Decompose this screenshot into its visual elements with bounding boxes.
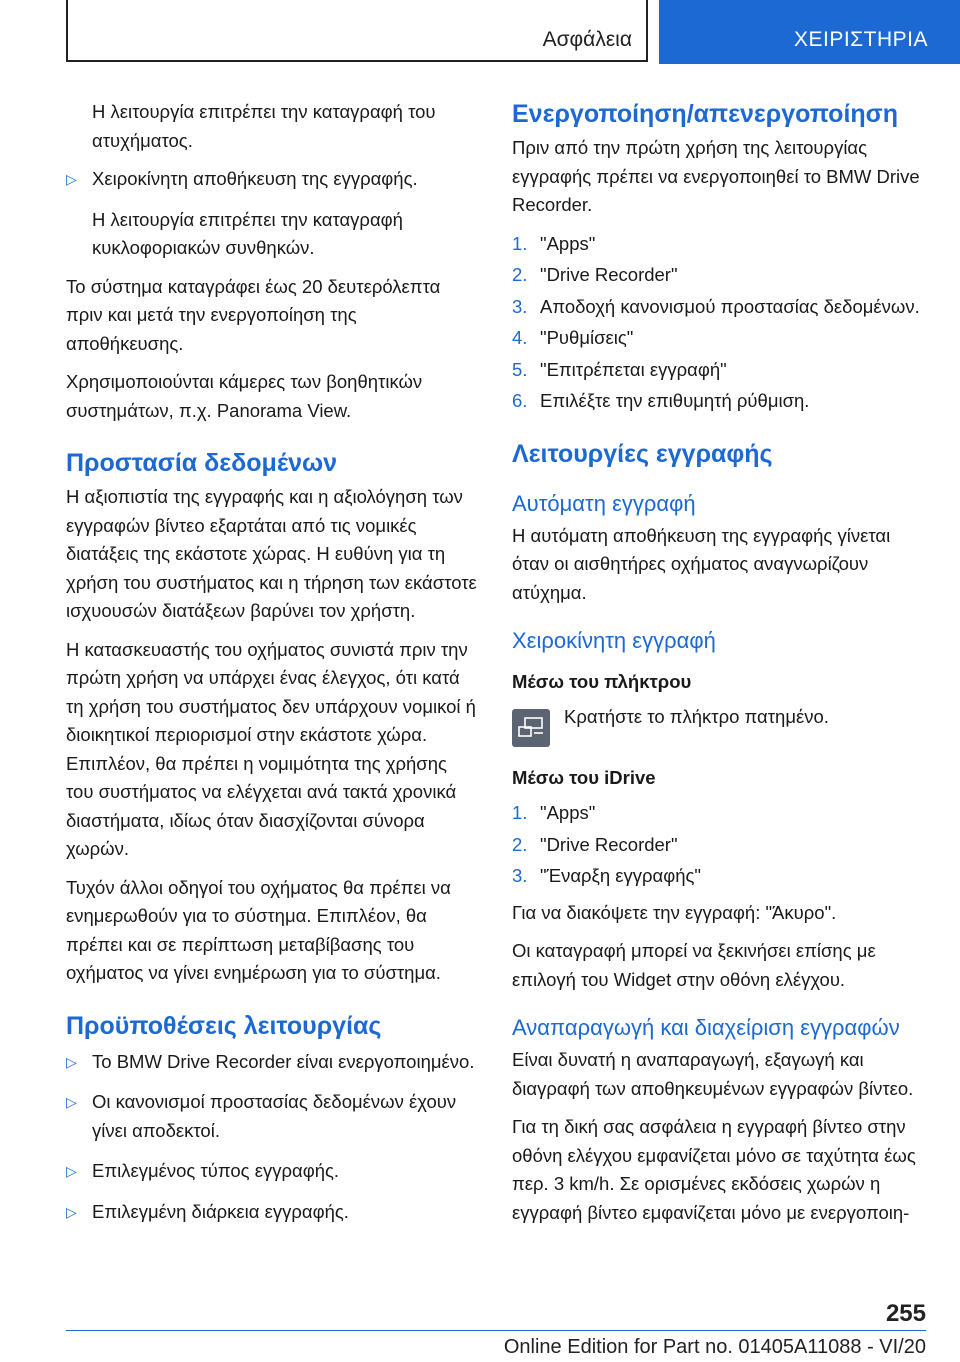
paragraph: Για τη δική σας ασφάλεια η εγγραφή βίντεο στην οθόνη ελέγχου εμφανίζεται μόνο σε ταχύτητα έως περ. 3 km/h. Σε ορισμένες εκδόσεις χωρών η εγγραφή βίντεο εμφανίζεται μόνο με ενεργοποιη- xyxy=(512,1116,916,1223)
paragraph: Η αξιοπιστία της εγγραφής και η αξιολόγηση των εγγραφών βίντεο εξαρτάται από τις νομικές διατάξεις της εκάστοτε χώρας. Η ευθύνη για τη χρήση του συστήματος και η τήρηση των εκάστοτε ισχυουσών διατάξεων βαρύνει τον χρήστη. xyxy=(66,486,477,621)
heading-automatic-recording: Αυτόματη εγγραφή xyxy=(512,490,696,516)
list-item: 4. "Ρυθμίσεις" xyxy=(512,327,634,348)
bullet-item: ▷ Επιλεγμένος τύπος εγγραφής. xyxy=(66,1157,478,1186)
list-item: 2. "Drive Recorder" xyxy=(512,833,678,855)
list-item: 5. "Επιτρέπεται εγγραφή" xyxy=(512,358,727,380)
paragraph: Η κατασκευαστής του οχήματος συνιστά πριν την πρώτη χρήση να υπάρχει ένας έλεγχος, ότι κατά τη χρήση του συστήματος δεν υπάρχουν νομικοί ή διοικητικοί περιορισμοί στην εκάστοτε χώρα. Επιπλέον, θα πρέπει η νομιμότητα της χρήσης του συστήματος να ελέγχεται ανά τακτά χρονικά διαστήματα, ιδίως όταν διασχίζονται σύνορα χωρών. xyxy=(66,638,476,859)
paragraph: Η αυτόματη αποθήκευση της εγγραφής γίνεται όταν οι αισθητήρες οχήματος αναγνωρίζουν ατύχημα. xyxy=(512,524,891,603)
heading-privacy: Προστασία δεδομένων xyxy=(66,449,338,477)
record-button-icon xyxy=(512,709,550,747)
paragraph: Πριν από την πρώτη χρήση της λειτουργίας εγγραφής πρέπει να ενεργοποιηθεί το BMW Drive Recorder. xyxy=(512,137,920,215)
bullet-item: ▷ Επιλεγμένη διάρκεια εγγραφής. xyxy=(66,1198,478,1227)
steps-list-activation xyxy=(512,230,928,416)
section-tab xyxy=(66,0,648,62)
section-title: Ασφάλεια xyxy=(542,28,632,51)
bullet-item: ▷ Οι κανονισμοί προστασίας δεδομένων έχουν γίνει αποδεκτοί. xyxy=(66,1088,478,1145)
chapter-tab xyxy=(659,0,960,64)
list-item: 1. "Apps" xyxy=(512,802,596,823)
bullet-item: ▷ Χειροκίνητη αποθήκευση της εγγραφής. xyxy=(66,165,478,194)
footer-edition: Online Edition for Part no. 01405A11088 - VI/20 xyxy=(503,1336,926,1358)
page-number: 255 xyxy=(885,1300,926,1327)
right-column xyxy=(512,98,928,1237)
paragraph: Η λειτουργία επιτρέπει την καταγραφή κυκλοφοριακών συνθηκών. xyxy=(92,208,403,258)
heading-recording-functions: Λειτουργίες εγγραφής xyxy=(512,439,773,468)
paragraph: Τυχόν άλλοι οδηγοί του οχήματος θα πρέπει να ενημερωθούν για το σύστημα. Επιπλέον, θα πρέπει και σε περίπτωση μεταβίβασης του οχήματος να γίνει ενημέρωση για το σύστημα. xyxy=(66,876,451,983)
footer-divider xyxy=(66,1330,926,1331)
button-instruction-text: Κρατήστε το πλήκτρο πατημένο. xyxy=(564,706,829,727)
list-item: 1. "Apps" xyxy=(512,232,596,254)
button-instruction xyxy=(512,703,928,747)
list-item: 3. Αποδοχή κανονισμού προστασίας δεδομένων. xyxy=(512,295,920,317)
left-column xyxy=(66,98,478,1238)
paragraph: Η λειτουργία επιτρέπει την καταγραφή του ατυχήματος. xyxy=(92,101,436,151)
heading-playback: Αναπαραγωγή και διαχείριση εγγραφών xyxy=(512,1015,900,1040)
list-item: 3. "Έναρξη εγγραφής" xyxy=(512,865,701,886)
list-item: 6. Επιλέξτε την επιθυμητή ρύθμιση. xyxy=(512,390,810,411)
paragraph: Χρησιμοποιούνται κάμερες των βοηθητικών συστημάτων, π.χ. Panorama View. xyxy=(66,371,423,421)
chapter-title: ΧΕΙΡΙΣΤΗΡΙΑ xyxy=(793,28,928,51)
paragraph: Για να διακόψετε την εγγραφή: "Άκυρο". xyxy=(512,901,837,923)
paragraph: Οι καταγραφή μπορεί να ξεκινήσει επίσης με επιλογή του Widget στην οθόνη ελέγχου. xyxy=(512,940,876,990)
paragraph: Είναι δυνατή η αναπαραγωγή, εξαγωγή και διαγραφή των αποθηκευμένων εγγραφών βίντεο. xyxy=(512,1049,914,1099)
list-item: 2. "Drive Recorder" xyxy=(512,264,678,285)
heading-manual-recording: Χειροκίνητη εγγραφή xyxy=(512,628,716,653)
heading-prerequisites: Προϋποθέσεις λειτουργίας xyxy=(66,1011,382,1040)
steps-list-idrive xyxy=(512,799,928,891)
paragraph: Το σύστημα καταγράφει έως 20 δευτερόλεπτα πριν και μετά την ενεργοποίηση της αποθήκευσης. xyxy=(66,275,441,354)
bullet-item: ▷ Το BMW Drive Recorder είναι ενεργοποιημένο. xyxy=(66,1048,478,1077)
heading-via-button: Μέσω του πλήκτρου xyxy=(512,671,692,692)
heading-via-idrive: Μέσω του iDrive xyxy=(512,767,656,788)
heading-activation: Ενεργοποίηση/απενεργοποίηση xyxy=(512,100,899,128)
